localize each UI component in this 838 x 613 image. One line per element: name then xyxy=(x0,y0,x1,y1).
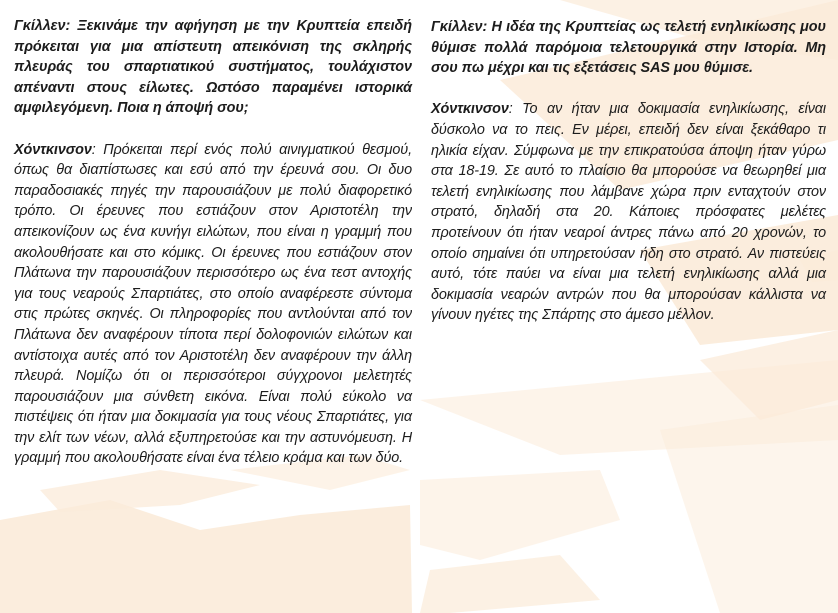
speaker-hodkinson: Χόντκινσον xyxy=(14,141,92,158)
right-column xyxy=(431,17,826,326)
right-question xyxy=(431,17,826,79)
speaker-gillen: Γκίλλεν: xyxy=(431,19,488,35)
speaker-hodkinson: Χόντκινσον xyxy=(431,101,509,118)
question-text: Η ιδέα της Κρυπτείας ως τελετή ενηλικίωσης μου θύμισε πολλά παρόμοια τελετουργικά στην Ιστορία. Μη σου πω μέχρι και τις εξετάσεις SAS μου θύμισε. xyxy=(431,19,826,77)
left-answer xyxy=(14,140,412,470)
left-question xyxy=(14,16,412,119)
speaker-gillen: Γκίλλεν: xyxy=(14,18,71,34)
answer-text: : Πρόκειται περί ενός πολύ αινιγματικού θεσμού, όπως θα διαπίστωσες και εσύ από την έρευνά σου. Οι δυο παραδοσιακές πηγές την παρουσιάζουν με πολύ διαφορετικό τρόπο. Οι έρευνες που εστιάζουν στον Αριστοτέλη την απεικονίζουν ως ένα κυνήγι ειλώτων, που είναι η γραμμή που ακολουθήσατε και στο κόμικς. Οι έρευνες που εστιάζουν στον Πλάτωνα την παρουσιάζουν περισσότερο ως ένα τεστ αντοχής για τους νεαρούς Σπαρτιάτες, στο οποίο αναφέρεστε σύντομα στις πρώτες σκηνές. Οι πληροφορίες που αντλούνται από τον Πλάτωνα δεν αναφέρουν τίποτα περί δολοφονιών ειλώτων και αντίστοιχα αυτές από τον Αριστοτέλη δεν αναφέρουν την άλλη πλευρά. Νομίζω ότι οι περισσότεροι σύγχρονοι μελετητές παρουσιάζουν μια σύνθετη εικόνα. Είναι πολύ εύκολο να πιστέψεις ότι ήταν μια δοκιμασία για τους νέους Σπαρτιάτες, για την ελίτ των νέων, αλλά εξυπηρετούσε και την αστυνόμευση. Η γραμμή που ακολουθήσατε είναι ένα τέλειο κράμα και των δύο. xyxy=(14,141,412,467)
answer-text: : Το αν ήταν μια δοκιμασία ενηλικίωσης, είναι δύσκολο να το πεις. Εν μέρει, επειδή δεν είναι ξεκάθαρο τι ηλικία είχαν. Σύμφωνα με την επικρατούσα άποψη ήταν γύρω στα 18-19. Σε αυτό το πλαίσιο θα μπορούσε να θεωρηθεί μια τελετή ενηλικίωσης που λάμβανε χώρα πριν ενταχτούν στον στρατό, δηλαδή στα 20. Κάποιες πρόσφατες μελέτες προτείνουν ότι ήταν νεαροί άντρες πάνω από 20 χρονών, το οποίο σημαίνει ότι υπηρετούσαν ήδη στο στρατό. Αν πιστεύεις αυτό, τότε παύει να είναι μια τελετή ενηλικίωσης αλλά μια δοκιμασία νεαρών αντρών που θα μπορούσαν κάλλιστα να γίνουν ηγέτες της Σπάρτης στο άμεσο μέλλον. xyxy=(431,101,826,324)
question-text: Ξεκινάμε την αφήγηση με την Κρυπτεία επειδή πρόκειται για μια απίστευτη απεικόνιση της σκληρής πλευράς του σπαρτιατικού συστήματος, τουλάχιστον απέναντι στους είλωτες. Ωστόσο παραμένει ιστορικά αμφιλεγόμενη. Ποια η άποψή σου; xyxy=(14,18,412,117)
left-column xyxy=(14,16,412,469)
right-answer xyxy=(431,99,826,326)
